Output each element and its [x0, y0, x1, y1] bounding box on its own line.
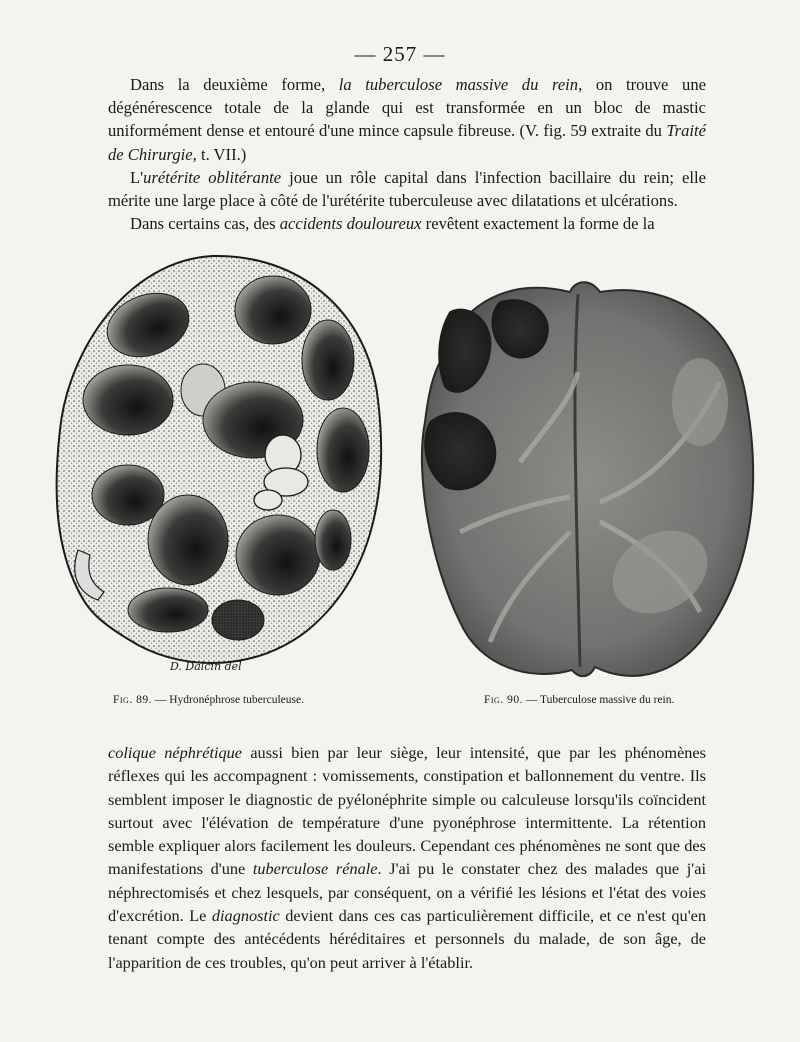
text-run: Dans la deuxième forme,	[130, 75, 339, 94]
text-run: devient dans ces cas particulièrement difficile, et ce n'est qu'en tenant compte des antécédents héréditaires et personnels du malade, de son âge, de l'apparition de ces troubles, qu'on peut arriver à l'établir.	[108, 906, 706, 972]
figure-89-caption	[113, 694, 304, 706]
top-text-block	[108, 73, 706, 235]
figure-89-label: Fig. 89.	[113, 694, 152, 706]
figure-90-massive-tuberculosis	[400, 272, 770, 692]
italic-term: colique néphrétique	[108, 743, 243, 762]
figure-90-label: Fig. 90.	[484, 694, 523, 706]
italic-term: Traité de Chirurgie	[108, 121, 706, 164]
text-run: Dans certains cas, des	[130, 214, 280, 234]
paragraph-renal-colic	[108, 741, 706, 974]
hydronephrosis-illustration	[38, 250, 388, 680]
page-number: — 257 —	[354, 42, 446, 66]
text-run: aussi bien par leur siège, leur intensité, que par les phénomènes réflexes qui les accompagnent : vomissements, constipation et ballonnement du ventre. Ils semblent imposer le diagnostic de pyélonéphrite simple ou calculeuse lorsqu'ils coïncident surtout avec l'élévation de température d'une pyonéphrose intermittente. La rétention semble expliquer alors facilement les douleurs. Cependant ces phénomènes ne sont que des manifestations d'une	[108, 743, 706, 879]
text-run: revêtent exactement la forme de la	[421, 214, 655, 234]
italic-term: la tuberculose massive du rein	[338, 75, 579, 94]
italic-term: diagnostic	[211, 906, 280, 926]
text-run: , t. VII.)	[192, 144, 247, 164]
text-run: , on trouve une dégénérescence totale de la glande qui est transformée en un bloc de mastic uniformément dense et entouré d'une mince capsule fibreuse. (V. fig. 59 extraite du	[108, 75, 706, 141]
text-run: . J'ai pu le constater chez des malades que j'ai néphrectomisés et chez lesquels, par conséquent, on a vérifié les lésions et l'état des voies d'excrétion. Le	[108, 859, 706, 926]
figure-90-caption-text: — Tuberculose massive du rein.	[522, 694, 675, 706]
text-run: L'	[130, 167, 144, 187]
text-run: joue un rôle capital dans l'infection bacillaire du rein; elle mérite une large place à côté de l'urétérite tuberculeuse avec dilatations et ulcérations.	[108, 167, 706, 211]
engraver-signature: D. Dalcin del	[170, 660, 242, 673]
paragraph-massive-tuberculosis	[108, 73, 706, 166]
figure-90-caption	[484, 694, 674, 706]
italic-term: urétérite oblitérante	[143, 167, 282, 187]
massive-tuberculosis-illustration	[400, 272, 770, 692]
paragraph-painful-accidents	[108, 212, 706, 235]
bottom-text-block	[108, 741, 706, 974]
italic-term: tuberculose rénale	[252, 859, 378, 879]
figure-89-hydronephrosis	[38, 250, 388, 680]
italic-term: accidents douloureux	[279, 214, 422, 234]
figure-89-caption-text: — Hydronéphrose tuberculeuse.	[151, 694, 304, 706]
paragraph-ureteritis	[108, 166, 706, 212]
